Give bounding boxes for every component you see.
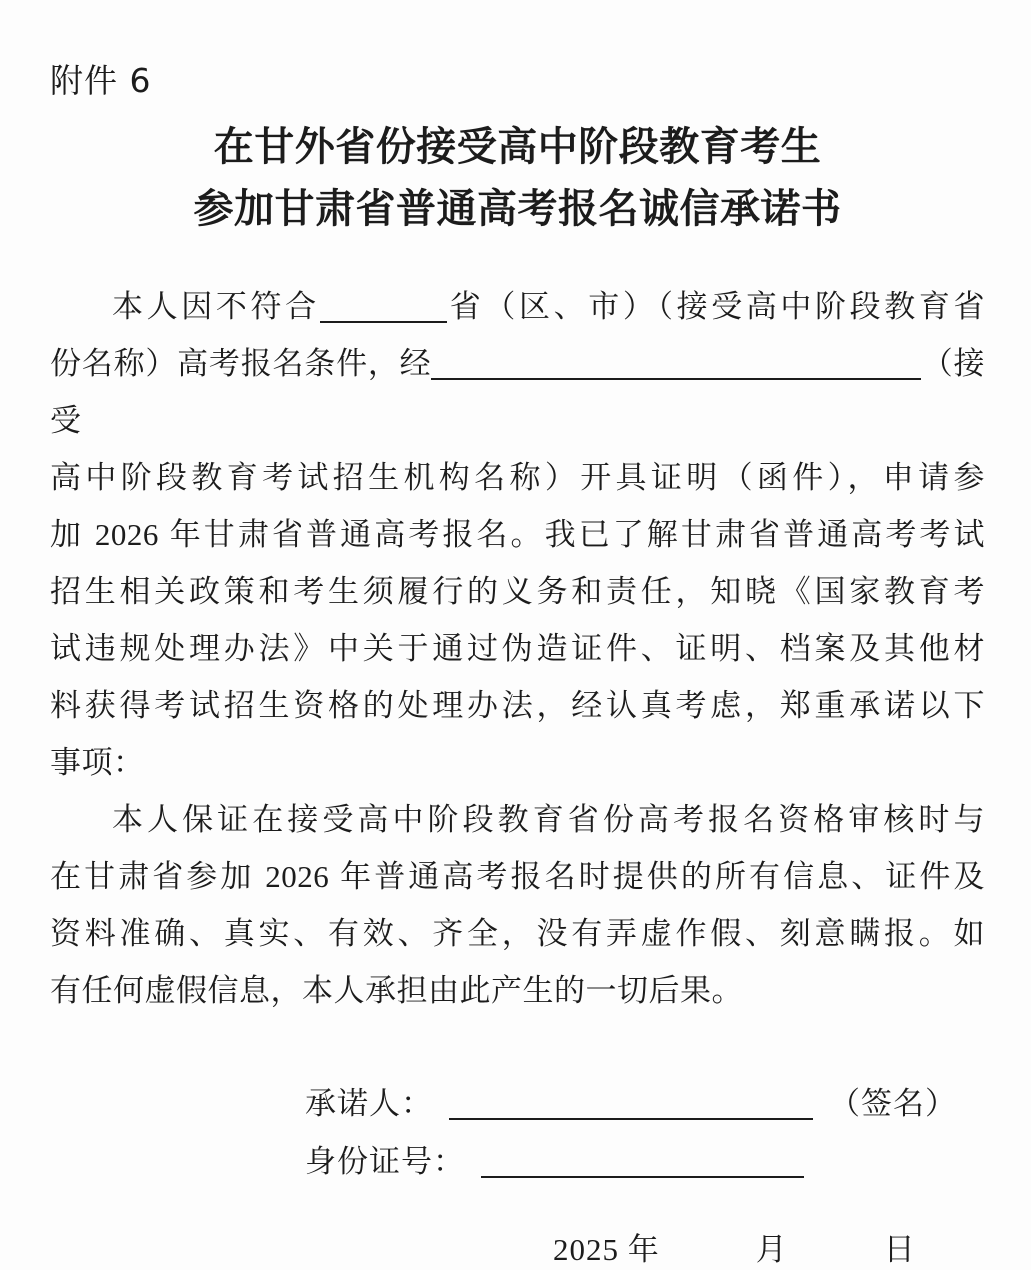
title-line-1: 在甘外省份接受高中阶段教育考生: [213, 124, 822, 169]
title-line-2: 参加甘肃省普通高考报名诚信承诺书: [193, 186, 842, 231]
text-run: 资料准确、真实、有效、齐全，没有弄虚作假、刻意瞒报。如: [50, 916, 985, 951]
date-line: 2025 年 月 日: [553, 1232, 916, 1267]
text-run: 事项：: [50, 745, 145, 780]
id-number-label: 身份证号：: [305, 1144, 465, 1179]
sign-note: （签名）: [829, 1086, 957, 1121]
promiser-label: 承诺人：: [305, 1086, 433, 1121]
body-line: [50, 677, 985, 734]
text-run: 本人因不符合: [112, 289, 320, 324]
text-run: 加 2026 年甘肃省普通高考报名。我已了解甘肃省普通高考考试: [50, 517, 985, 552]
body-line: [50, 962, 985, 1019]
text-run: 份名称）高考报名条件，经: [50, 346, 432, 381]
body-line: [50, 905, 985, 962]
text-run: （接受: [50, 346, 986, 438]
body-line: [50, 563, 985, 620]
body-line: [50, 734, 985, 791]
id-number-blank: [481, 1176, 804, 1178]
body-line: [50, 620, 985, 677]
signature-block: [305, 1075, 985, 1191]
text-run: 省（区、市）（接受高中阶段教育省: [446, 289, 986, 324]
text-run: 招生相关政策和考生须履行的义务和责任，知晓《国家教育考: [50, 574, 985, 609]
body-line: [50, 848, 985, 905]
promiser-line: [305, 1075, 985, 1133]
id-number-line: [305, 1133, 985, 1191]
attachment-label: 附件 6: [50, 61, 152, 100]
fill-in-blank-underline: [320, 321, 447, 323]
text-run: 本人保证在接受高中阶段教育省份高考报名资格审核时与: [112, 802, 985, 837]
text-run: 在甘肃省参加 2026 年普通高考报名时提供的所有信息、证件及: [50, 859, 985, 894]
text-run: 高中阶段教育考试招生机构名称）开具证明（函件），申请参: [50, 460, 985, 495]
body-line: [50, 506, 985, 563]
body-line: [50, 791, 985, 848]
body-line: [50, 335, 985, 449]
promiser-signature-blank: [449, 1118, 813, 1120]
text-run: 有任何虚假信息，本人承担由此产生的一切后果。: [50, 973, 743, 1008]
text-run: 料获得考试招生资格的处理办法，经认真考虑，郑重承诺以下: [50, 688, 985, 723]
document-body: [50, 278, 985, 1019]
body-line: [50, 449, 985, 506]
document-title: [50, 116, 985, 240]
body-line: [50, 278, 985, 335]
text-run: 试违规处理办法》中关于通过伪造证件、证明、档案及其他材: [50, 631, 985, 666]
fill-in-blank-underline: [431, 378, 921, 380]
